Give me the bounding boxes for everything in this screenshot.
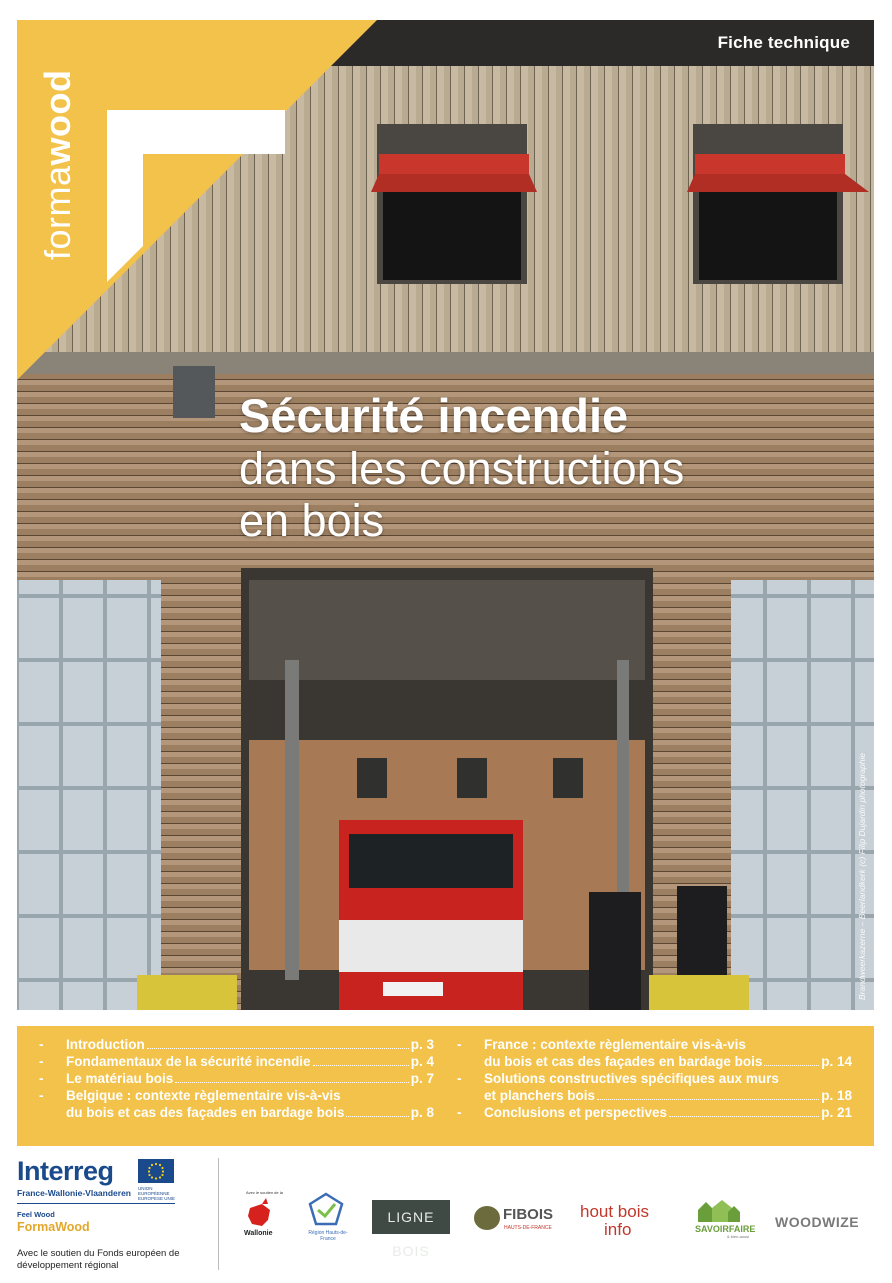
lignebois-logo: LIGNE BOIS [372,1200,450,1234]
toc-entry [39,1087,434,1121]
fibois-region-text: HAUTS-DE-FRANCE [504,1225,552,1231]
toc-entry-body [66,1036,434,1053]
toc-entry [457,1036,852,1070]
toc-line [484,1070,852,1087]
toc-entry-title: Le matériau bois [66,1071,174,1086]
toc-bullet: - [457,1071,462,1086]
savoirfaire-logo-text: SAVOIRFAIRE [695,1224,756,1234]
fibois-logo-text: FIBOIS [503,1206,554,1223]
toc-entry-title: Introduction [66,1037,145,1052]
houtinfobois-logo-bottom: info [604,1220,632,1239]
cover-photo-area [17,20,874,1010]
toc-page-number: p. 4 [410,1054,434,1069]
toc-leader-dots [346,1116,408,1117]
toc-column-right [457,1036,852,1121]
woodwize-logo: WOODWIZE [775,1214,860,1230]
toc-entry-body [66,1070,434,1087]
toc-entry-title: du bois et cas des façades en bardage bois [484,1054,763,1069]
toc-entry-body [484,1104,852,1121]
toc-line [66,1070,434,1087]
footer [0,1150,892,1283]
project-tagline: Feel Wood [17,1210,55,1219]
toc-leader-dots [597,1099,819,1100]
hauts-de-france-logo-icon [306,1192,346,1228]
toc-page-number: p. 18 [821,1088,852,1103]
toc-entry [457,1104,852,1121]
toc-bullet: - [457,1105,462,1120]
toc-entry-body [66,1087,434,1121]
toc-page-number: p. 3 [410,1037,434,1052]
toc-leader-dots [175,1082,408,1083]
project-name: FormaWood [17,1220,90,1234]
toc-entry-title: Belgique : contexte règlementaire vis-à-vis [66,1088,341,1103]
toc-leader-dots [669,1116,819,1117]
toc-page-number: p. 7 [410,1071,434,1086]
title-line-3: en bois [239,495,385,546]
toc-column-left [39,1036,434,1121]
toc-entry-title: Fondamentaux de la sécurité incendie [66,1054,311,1069]
toc-line [66,1053,434,1070]
title-line-2: dans les constructions [239,443,685,494]
funding-statement: Avec le soutien du Fonds européen de développement régional [17,1248,180,1271]
toc-leader-dots [147,1048,409,1049]
toc-page-number: p. 14 [821,1054,852,1069]
toc-entry [39,1070,434,1087]
eu-flag-icon [138,1159,174,1183]
toc-entry-title: et planchers bois [484,1088,596,1103]
toc-entry-title: du bois et cas des façades en bardage bois [66,1105,345,1120]
toc-line [484,1036,852,1053]
toc-entry [39,1036,434,1053]
toc-line [66,1104,434,1121]
toc-line [66,1036,434,1053]
toc-entry-title: Solutions constructives spécifiques aux murs [484,1071,779,1086]
toc-bullet: - [39,1054,44,1069]
toc-entry-body [484,1070,852,1104]
formawood-logo: formawood [37,69,78,260]
photo-credit: Brandweerkazerne – Beerlandkerk (c) Filip Dujardin photographie [857,752,867,1000]
toc-leader-dots [764,1065,819,1066]
document-type-label: Fiche technique [717,33,850,52]
houtinfobois-logo-top: hout bois [580,1202,649,1221]
toc-entry-body [66,1053,434,1070]
toc-line [484,1053,852,1070]
toc-entry-title: France : contexte règlementaire vis-à-vis [484,1037,746,1052]
title-line-1: Sécurité incendie [239,389,629,442]
toc-bullet: - [39,1037,44,1052]
footer-divider [218,1158,219,1270]
document-title [239,390,684,546]
toc-bullet: - [39,1071,44,1086]
fibois-badge-icon [474,1206,500,1230]
savoirfaire-houses-icon [696,1198,740,1222]
toc-bullet: - [457,1037,462,1052]
toc-entry-title: Conclusions et perspectives [484,1105,668,1120]
interreg-logo: Interreg [17,1156,114,1186]
eu-caption: UNION EUROPÉENNE EUROPESE UNIE [138,1186,176,1201]
savoirfaire-tagline: & bien-aussi [727,1234,750,1239]
toc-leader-dots [313,1065,409,1066]
toc-entry-body [484,1036,852,1070]
toc-line [484,1104,852,1121]
interreg-divider [17,1203,175,1204]
toc-line [66,1087,434,1104]
toc-entry [457,1070,852,1104]
toc-page-number: p. 21 [821,1105,852,1120]
toc-bullet: - [39,1088,44,1103]
wallonie-support-caption: Avec le soutien de la [246,1190,283,1195]
interreg-subtitle: France-Wallonie-Vlaanderen [17,1188,131,1198]
toc-line [484,1087,852,1104]
hauts-de-france-logo-text: Région Hauts-de-France [308,1230,348,1242]
table-of-contents [17,1026,874,1146]
wallonie-logo-text: Wallonie [244,1230,273,1237]
toc-entry [39,1053,434,1070]
toc-page-number: p. 8 [410,1105,434,1120]
